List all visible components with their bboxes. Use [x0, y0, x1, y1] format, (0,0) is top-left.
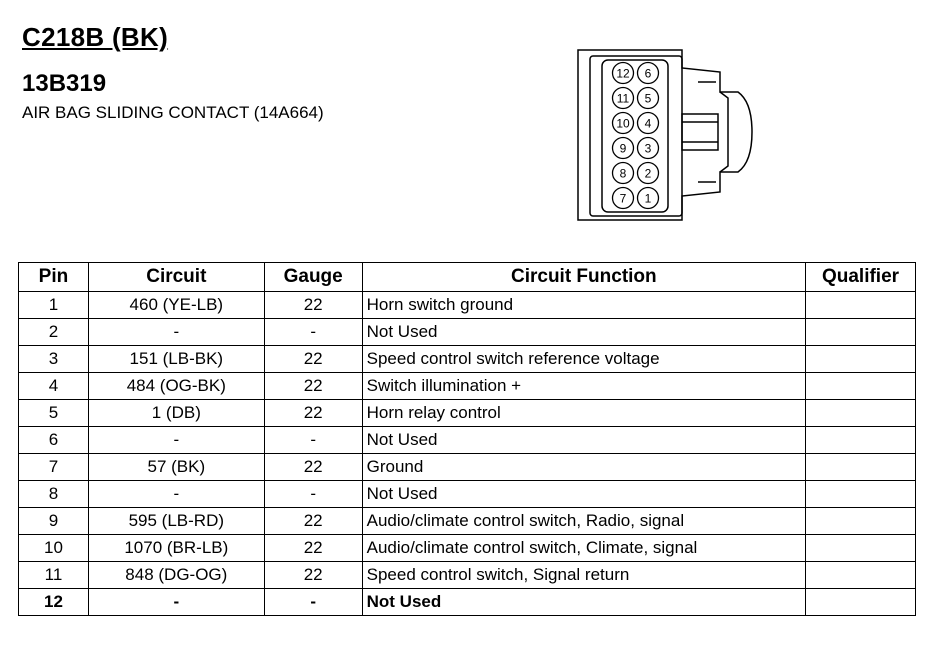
part-number: 13B319 — [22, 70, 107, 97]
function-cell: Audio/climate control switch, Climate, signal — [362, 535, 805, 562]
pin-number-label: 8 — [619, 166, 627, 181]
table-row — [19, 589, 916, 616]
circuit-cell: - — [88, 319, 264, 346]
gauge-cell: 22 — [264, 373, 362, 400]
header-qualifier: Qualifier — [806, 263, 916, 292]
table-row — [19, 481, 916, 508]
table-row — [19, 400, 916, 427]
pin-number-label: 5 — [644, 91, 652, 106]
gauge-cell: - — [264, 589, 362, 616]
pin-cell: 7 — [19, 454, 89, 481]
circuit-cell: 151 (LB-BK) — [88, 346, 264, 373]
gauge-cell: - — [264, 481, 362, 508]
pin-number-label: 7 — [619, 191, 627, 206]
table-header-row — [19, 263, 916, 292]
circuit-cell: - — [88, 481, 264, 508]
pin-number-label: 2 — [644, 166, 652, 181]
circuit-cell: - — [88, 589, 264, 616]
pin-number-label: 4 — [644, 116, 652, 131]
circuit-cell: 848 (DG-OG) — [88, 562, 264, 589]
table-row — [19, 427, 916, 454]
qualifier-cell — [806, 319, 916, 346]
table-row — [19, 454, 916, 481]
function-cell: Horn switch ground — [362, 292, 805, 319]
table-row — [19, 535, 916, 562]
gauge-cell: 22 — [264, 562, 362, 589]
qualifier-cell — [806, 508, 916, 535]
pin-cell: 5 — [19, 400, 89, 427]
gauge-cell: 22 — [264, 535, 362, 562]
pin-number-label: 9 — [619, 141, 627, 156]
pin-cell: 12 — [19, 589, 89, 616]
gauge-cell: 22 — [264, 454, 362, 481]
function-cell: Not Used — [362, 481, 805, 508]
function-cell: Not Used — [362, 427, 805, 454]
circuit-cell: 1070 (BR-LB) — [88, 535, 264, 562]
pin-cell: 2 — [19, 319, 89, 346]
pin-cell: 10 — [19, 535, 89, 562]
part-description: AIR BAG SLIDING CONTACT (14A664) — [22, 103, 324, 122]
header-circuit-function: Circuit Function — [362, 263, 805, 292]
qualifier-cell — [806, 373, 916, 400]
gauge-cell: 22 — [264, 400, 362, 427]
header-pin: Pin — [19, 263, 89, 292]
qualifier-cell — [806, 400, 916, 427]
pin-number-label: 3 — [644, 141, 652, 156]
pin-cell: 9 — [19, 508, 89, 535]
pinout-table — [18, 262, 916, 616]
function-cell: Ground — [362, 454, 805, 481]
gauge-cell: 22 — [264, 292, 362, 319]
circuit-cell: 595 (LB-RD) — [88, 508, 264, 535]
gauge-cell: 22 — [264, 508, 362, 535]
qualifier-cell — [806, 346, 916, 373]
table-row — [19, 346, 916, 373]
function-cell: Horn relay control — [362, 400, 805, 427]
circuit-cell: 1 (DB) — [88, 400, 264, 427]
qualifier-cell — [806, 535, 916, 562]
pin-number-label: 11 — [616, 91, 630, 106]
pin-number-label: 6 — [644, 66, 652, 81]
function-cell: Not Used — [362, 589, 805, 616]
circuit-cell: 460 (YE-LB) — [88, 292, 264, 319]
function-cell: Switch illumination + — [362, 373, 805, 400]
qualifier-cell — [806, 481, 916, 508]
circuit-cell: - — [88, 427, 264, 454]
header-circuit: Circuit — [88, 263, 264, 292]
pin-number-label: 12 — [616, 66, 630, 81]
table-row — [19, 319, 916, 346]
qualifier-cell — [806, 562, 916, 589]
function-cell: Not Used — [362, 319, 805, 346]
qualifier-cell — [806, 292, 916, 319]
pin-cell: 8 — [19, 481, 89, 508]
pin-number-label: 1 — [644, 191, 652, 206]
function-cell: Speed control switch, Signal return — [362, 562, 805, 589]
function-cell: Speed control switch reference voltage — [362, 346, 805, 373]
pin-cell: 3 — [19, 346, 89, 373]
connector-face-diagram — [570, 42, 770, 228]
gauge-cell: - — [264, 319, 362, 346]
pin-number-label: 10 — [616, 116, 630, 131]
pin-cell: 4 — [19, 373, 89, 400]
qualifier-cell — [806, 454, 916, 481]
pin-cell: 6 — [19, 427, 89, 454]
header-gauge: Gauge — [264, 263, 362, 292]
table-row — [19, 292, 916, 319]
pin-cell: 11 — [19, 562, 89, 589]
qualifier-cell — [806, 427, 916, 454]
function-cell: Audio/climate control switch, Radio, signal — [362, 508, 805, 535]
gauge-cell: 22 — [264, 346, 362, 373]
circuit-cell: 57 (BK) — [88, 454, 264, 481]
pin-cell: 1 — [19, 292, 89, 319]
gauge-cell: - — [264, 427, 362, 454]
table-row — [19, 373, 916, 400]
connector-id: C218B (BK) — [22, 22, 169, 52]
qualifier-cell — [806, 589, 916, 616]
circuit-cell: 484 (OG-BK) — [88, 373, 264, 400]
table-row — [19, 562, 916, 589]
table-row — [19, 508, 916, 535]
